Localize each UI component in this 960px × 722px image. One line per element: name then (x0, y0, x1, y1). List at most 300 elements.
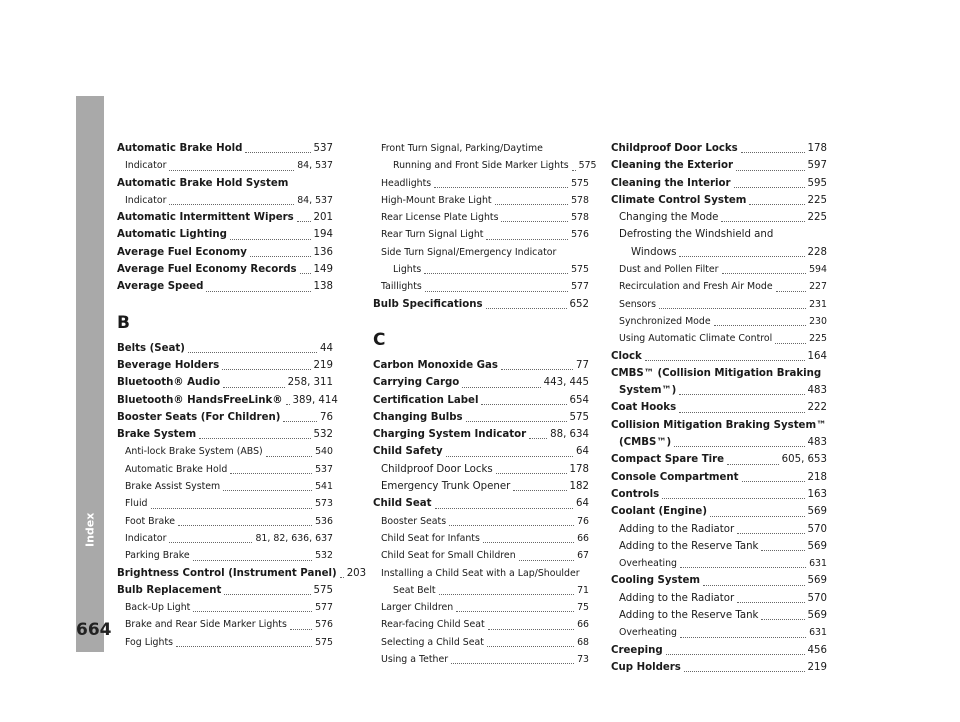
entry-text: Child Seat for Small Children (381, 550, 516, 562)
dot-leader (188, 352, 317, 353)
dot-leader (434, 187, 568, 188)
page-reference[interactable]: 77 (576, 359, 589, 371)
dot-leader (462, 387, 540, 388)
page-reference[interactable]: 575 (315, 636, 333, 648)
index-entry[interactable] (373, 374, 589, 391)
index-subentry[interactable] (611, 313, 827, 330)
page-reference[interactable]: 84, 537 (297, 194, 333, 206)
dot-leader (424, 273, 568, 274)
page-reference[interactable]: 536 (315, 515, 333, 527)
page-reference[interactable]: 631 (809, 627, 827, 639)
index-subentry[interactable] (373, 192, 589, 209)
entry-text: Bluetooth® Audio (117, 377, 221, 389)
dot-leader (737, 602, 804, 603)
entry-text: Bulb Specifications (373, 298, 483, 310)
page-reference[interactable]: 577 (315, 602, 333, 614)
page-reference[interactable]: 219 (313, 359, 333, 371)
page-reference[interactable]: 569 (807, 610, 827, 622)
entry-text: Child Seat (373, 498, 432, 510)
page-reference[interactable]: 218 (807, 471, 827, 483)
page-reference[interactable]: 540 (315, 446, 333, 458)
index-subentry[interactable] (611, 590, 827, 607)
entry-text: Coat Hooks (611, 402, 677, 414)
entry-text: Coolant (Engine) (611, 506, 707, 518)
index-subentry[interactable] (611, 226, 827, 243)
page-reference[interactable]: 577 (571, 281, 589, 293)
index-subentry[interactable] (373, 634, 589, 651)
entry-text: Carbon Monoxide Gas (373, 359, 498, 371)
index-column-c (611, 140, 827, 676)
index-subentry[interactable] (373, 513, 589, 530)
dot-leader (714, 325, 806, 326)
index-entry[interactable] (373, 426, 589, 443)
index-entry[interactable] (117, 565, 367, 582)
dot-leader (703, 585, 805, 586)
entry-text: Automatic Lighting (117, 229, 227, 241)
entry-text: Brake Assist System (125, 481, 221, 493)
index-entry[interactable] (117, 409, 333, 426)
dot-leader (451, 663, 574, 664)
index-subentry[interactable] (373, 461, 589, 478)
index-entry[interactable] (117, 392, 338, 409)
index-entry[interactable] (117, 261, 333, 278)
index-subentry[interactable] (373, 175, 589, 192)
dot-leader (222, 369, 310, 370)
entry-text: Seat Belt (393, 584, 436, 596)
entry-text: Using Automatic Climate Control (619, 333, 773, 345)
entry-text: Rear License Plate Lights (381, 212, 499, 224)
index-subentry[interactable] (611, 607, 827, 624)
index-subentry[interactable] (373, 651, 589, 668)
entry-text: Synchronized Mode (619, 315, 711, 327)
page-reference[interactable]: 569 (807, 540, 827, 552)
page-reference[interactable]: 225 (807, 212, 827, 224)
page-reference[interactable]: 44 (320, 342, 333, 354)
page-reference[interactable]: 138 (313, 281, 333, 293)
dot-leader (266, 456, 312, 457)
dot-leader (775, 343, 806, 344)
dot-leader (727, 464, 779, 465)
entry-text: Cooling System (611, 575, 700, 587)
dot-leader (224, 594, 310, 595)
page-reference[interactable]: 163 (807, 488, 827, 500)
page-reference[interactable]: 225 (807, 194, 827, 206)
page-reference[interactable]: 575 (313, 584, 333, 596)
index-entry[interactable] (611, 382, 827, 399)
page-reference[interactable]: 594 (809, 264, 827, 276)
dot-leader (734, 187, 805, 188)
index-entry[interactable] (117, 140, 333, 157)
page-reference[interactable]: 532 (313, 429, 333, 441)
index-entry[interactable] (611, 503, 827, 520)
index-entry[interactable] (117, 357, 333, 374)
dot-leader (761, 550, 804, 551)
page-reference[interactable]: 575 (578, 160, 597, 172)
page-reference[interactable]: 230 (809, 315, 827, 327)
dot-leader (721, 221, 804, 222)
page-reference[interactable]: 631 (809, 558, 827, 570)
dot-leader (481, 404, 566, 405)
index-subentry[interactable] (611, 278, 827, 295)
index-subentry[interactable] (117, 192, 333, 209)
page-reference[interactable]: 219 (807, 661, 827, 673)
index-subentry[interactable] (117, 495, 333, 512)
page-reference[interactable]: 595 (807, 177, 827, 189)
page-reference[interactable]: 443, 445 (543, 377, 589, 389)
index-entry[interactable] (611, 417, 827, 434)
entry-text: Rear-facing Child Seat (381, 619, 485, 631)
entry-text: Indicator (125, 160, 167, 172)
index-subentry[interactable] (611, 209, 827, 226)
dot-leader (300, 273, 311, 274)
page-reference[interactable]: 64 (576, 498, 589, 510)
entry-text: Climate Control System (611, 194, 747, 206)
dot-leader (466, 421, 567, 422)
index-subentry[interactable] (373, 582, 589, 599)
entry-text: Booster Seats (381, 515, 447, 527)
page-reference[interactable]: 541 (315, 481, 333, 493)
page-reference[interactable]: 570 (807, 523, 827, 535)
page-reference[interactable]: 194 (313, 229, 333, 241)
index-subentry[interactable] (611, 244, 827, 261)
page-reference[interactable]: 573 (315, 498, 333, 510)
page-reference[interactable]: 569 (807, 506, 827, 518)
page-reference[interactable]: 537 (315, 463, 333, 475)
entry-text: Automatic Intermittent Wipers (117, 212, 294, 224)
index-subentry[interactable] (611, 555, 827, 572)
entry-text: Carrying Cargo (373, 377, 460, 389)
page-reference[interactable]: 76 (320, 411, 333, 423)
dot-leader (736, 170, 805, 171)
index-entry[interactable] (611, 157, 827, 174)
dot-leader (206, 291, 310, 292)
index-entry[interactable] (611, 572, 827, 589)
page-reference[interactable]: 228 (807, 246, 827, 258)
dot-leader (169, 170, 294, 171)
index-subentry[interactable] (611, 296, 827, 313)
dot-leader (169, 542, 252, 543)
entry-text: Childproof Door Locks (611, 143, 738, 154)
page-reference[interactable]: 576 (315, 619, 333, 631)
dot-leader (340, 577, 344, 578)
index-subentry[interactable] (373, 547, 589, 564)
entry-text: Console Compartment (611, 471, 739, 483)
index-entry[interactable] (117, 278, 333, 295)
index-subentry[interactable] (373, 599, 589, 616)
dot-leader (666, 654, 805, 655)
index-subentry[interactable] (611, 624, 827, 641)
page-reference[interactable]: 575 (569, 411, 589, 423)
index-entry[interactable] (611, 451, 827, 468)
entry-text: Cup Holders (611, 661, 681, 673)
entry-text: Running and Front Side Marker Lights (393, 160, 569, 172)
entry-text: Dust and Pollen Filter (619, 264, 719, 276)
index-subentry[interactable] (373, 616, 589, 633)
entry-text: Indicator (125, 194, 167, 206)
dot-leader (435, 508, 573, 509)
page-reference[interactable]: 75 (577, 602, 589, 614)
index-subentry[interactable] (117, 599, 333, 616)
index-entry[interactable] (117, 244, 333, 261)
index-subentry[interactable] (373, 261, 589, 278)
index-subentry[interactable] (117, 157, 333, 174)
entry-text: Overheating (619, 558, 678, 570)
dot-leader (286, 404, 290, 405)
entry-text: Bulb Replacement (117, 584, 222, 596)
page-reference[interactable]: 652 (569, 298, 589, 310)
dot-leader (495, 204, 569, 205)
index-entry[interactable] (373, 495, 589, 512)
entry-text: Child Safety (373, 446, 443, 458)
entry-text: Parking Brake (125, 550, 190, 562)
entry-text: Booster Seats (For Children) (117, 411, 281, 423)
dot-leader (741, 152, 805, 153)
index-subentry[interactable] (373, 226, 589, 243)
index-subentry[interactable] (117, 547, 333, 564)
index-entry[interactable] (117, 175, 333, 192)
dot-leader (742, 481, 805, 482)
index-entry[interactable] (611, 140, 827, 157)
page-reference[interactable]: 575 (571, 264, 589, 276)
index-subentry[interactable] (117, 478, 333, 495)
page-reference[interactable]: 258, 311 (287, 377, 333, 389)
page-reference[interactable]: 66 (577, 619, 589, 631)
page-reference[interactable]: 231 (809, 298, 827, 310)
dot-leader (501, 221, 568, 222)
side-tab-label: Index (83, 512, 97, 548)
entry-text: Adding to the Radiator (619, 523, 735, 535)
page-reference[interactable]: 605, 653 (781, 454, 827, 466)
page-reference[interactable]: 537 (313, 143, 333, 154)
page-reference[interactable]: 578 (571, 194, 589, 206)
index-entry[interactable] (611, 434, 827, 451)
page-reference[interactable]: 64 (576, 446, 589, 458)
entry-text: Changing the Mode (619, 212, 719, 224)
page-reference[interactable]: 575 (571, 177, 589, 189)
index-entry[interactable] (611, 399, 827, 416)
entry-text: Overheating (619, 627, 678, 639)
page-reference[interactable]: 81, 82, 636, 637 (255, 532, 333, 544)
dot-leader (710, 516, 805, 517)
entry-text: Child Seat for Infants (381, 532, 480, 544)
dot-leader (169, 204, 294, 205)
page-reference[interactable]: 483 (807, 385, 827, 397)
index-entry[interactable] (611, 175, 827, 192)
dot-leader (290, 629, 312, 630)
page-reference[interactable]: 569 (807, 575, 827, 587)
index-subentry[interactable] (117, 634, 333, 651)
dot-leader (680, 567, 806, 568)
dot-leader (456, 611, 574, 612)
index-entry[interactable] (117, 426, 333, 443)
page-reference[interactable]: 182 (569, 481, 589, 493)
entry-text: Cleaning the Exterior (611, 160, 734, 172)
entry-text: Clock (611, 350, 642, 362)
entry-text: Automatic Brake Hold System (117, 177, 289, 189)
entry-text: Adding to the Reserve Tank (619, 540, 759, 552)
page-reference[interactable]: 149 (313, 264, 333, 276)
index-entry[interactable] (611, 192, 827, 209)
entry-text: Average Fuel Economy Records (117, 264, 297, 276)
page-reference[interactable]: 178 (569, 463, 589, 475)
index-entry[interactable] (373, 392, 589, 409)
index-subentry[interactable] (117, 443, 333, 460)
dot-leader (446, 456, 573, 457)
entry-text: Recirculation and Fresh Air Mode (619, 281, 773, 293)
entry-text: Taillights (381, 281, 422, 293)
index-entry[interactable] (611, 469, 827, 486)
entry-text: Brightness Control (Instrument Panel) (117, 567, 337, 579)
index-entry[interactable] (611, 659, 827, 676)
dot-leader (486, 308, 567, 309)
index-entry[interactable] (611, 486, 827, 503)
page-reference[interactable]: 71 (577, 584, 589, 596)
page-reference[interactable]: 483 (807, 437, 827, 449)
page-reference[interactable]: 222 (807, 402, 827, 414)
index-column-b (373, 140, 597, 668)
index-subentry[interactable] (373, 530, 589, 547)
index-entry[interactable] (117, 340, 333, 357)
entry-text: Collision Mitigation Braking System™ (611, 419, 827, 431)
index-entry[interactable] (611, 642, 827, 659)
index-entry[interactable] (117, 374, 333, 391)
dot-leader (662, 498, 804, 499)
dot-leader (680, 637, 806, 638)
page-reference[interactable]: 576 (571, 229, 589, 241)
page-reference[interactable]: 88, 634 (550, 429, 589, 441)
page-reference[interactable]: 578 (571, 212, 589, 224)
index-entry[interactable] (373, 443, 589, 460)
dot-leader (679, 394, 804, 395)
dot-leader (572, 170, 576, 171)
page-reference[interactable]: 73 (577, 654, 589, 666)
index-entry[interactable] (373, 409, 589, 426)
dot-leader (749, 204, 804, 205)
page-reference[interactable]: 654 (569, 394, 589, 406)
index-subentry[interactable] (373, 157, 597, 174)
dot-leader (659, 308, 806, 309)
index-side-tab (76, 96, 104, 652)
dot-leader (488, 629, 574, 630)
section-letter: B (117, 312, 130, 333)
entry-text: Cleaning the Interior (611, 177, 731, 189)
index-entry[interactable] (373, 357, 589, 374)
entry-text: Average Fuel Economy (117, 246, 247, 258)
index-column-a (117, 140, 367, 651)
entry-text: Lights (393, 264, 422, 276)
index-entry[interactable] (611, 348, 827, 365)
entry-text: Fog Lights (125, 636, 174, 648)
entry-text: Automatic Brake Hold (117, 143, 243, 154)
index-subentry[interactable] (611, 330, 827, 347)
index-subentry[interactable] (373, 565, 589, 582)
dot-leader (193, 611, 312, 612)
index-subentry[interactable] (117, 513, 333, 530)
page-reference[interactable]: 136 (313, 246, 333, 258)
page-reference[interactable]: 76 (577, 515, 589, 527)
dot-leader (684, 671, 805, 672)
page-reference[interactable]: 227 (809, 281, 827, 293)
index-subentry[interactable] (611, 521, 827, 538)
entry-text: Larger Children (381, 602, 454, 614)
page-reference[interactable]: 66 (577, 532, 589, 544)
dot-leader (439, 594, 574, 595)
page-reference[interactable]: 203 (346, 567, 367, 579)
dot-leader (297, 221, 311, 222)
dot-leader (496, 473, 567, 474)
index-subentry[interactable] (611, 538, 827, 555)
page-reference[interactable]: 532 (315, 550, 333, 562)
page-reference[interactable]: 68 (577, 636, 589, 648)
index-subentry[interactable] (117, 616, 333, 633)
dot-leader (513, 490, 566, 491)
index-entry[interactable] (373, 296, 589, 313)
dot-leader (761, 619, 804, 620)
entry-text: High-Mount Brake Light (381, 194, 492, 206)
index-entry[interactable] (611, 365, 827, 382)
index-subentry[interactable] (117, 530, 333, 547)
dot-leader (151, 508, 313, 509)
index-entry[interactable] (117, 226, 333, 243)
dot-leader (250, 256, 311, 257)
dot-leader (486, 239, 568, 240)
entry-text: Indicator (125, 532, 167, 544)
entry-text: Emergency Trunk Opener (381, 481, 511, 493)
page-reference[interactable]: 164 (807, 350, 827, 362)
index-entry[interactable] (117, 582, 333, 599)
entry-text: Automatic Brake Hold (125, 463, 228, 475)
entry-text: Creeping (611, 644, 663, 656)
dot-leader (674, 446, 804, 447)
page-reference[interactable]: 67 (577, 550, 589, 562)
entry-text: Beverage Holders (117, 359, 220, 371)
page-reference[interactable]: 570 (807, 592, 827, 604)
page-reference[interactable]: 201 (313, 212, 333, 224)
page-reference[interactable]: 225 (809, 333, 827, 345)
page-reference[interactable]: 178 (807, 143, 827, 154)
index-subentry[interactable] (117, 461, 333, 478)
page-reference[interactable]: 597 (807, 160, 827, 172)
entry-text: Foot Brake (125, 515, 176, 527)
dot-leader (230, 473, 312, 474)
entry-text: System™) (619, 385, 677, 397)
index-subentry[interactable] (373, 209, 589, 226)
page-reference[interactable]: 389, 414 (292, 394, 338, 406)
entry-text: Installing a Child Seat with a Lap/Shoulder (381, 567, 580, 579)
entry-text: Compact Spare Tire (611, 454, 725, 466)
index-subentry[interactable] (373, 278, 589, 295)
entry-text: Childproof Door Locks (381, 463, 493, 475)
index-subentry[interactable] (611, 261, 827, 278)
entry-text: Side Turn Signal/Emergency Indicator (381, 246, 557, 258)
page-reference[interactable]: 456 (807, 644, 827, 656)
entry-text: (CMBS™) (619, 437, 672, 449)
dot-leader (199, 438, 310, 439)
page-reference[interactable]: 84, 537 (297, 160, 333, 172)
entry-text: Anti-lock Brake System (ABS) (125, 446, 263, 458)
entry-text: Windows (631, 246, 677, 258)
dot-leader (245, 152, 310, 153)
index-subentry[interactable] (373, 140, 589, 157)
index-entry[interactable] (117, 209, 333, 226)
entry-text: Belts (Seat) (117, 342, 185, 354)
dot-leader (501, 369, 573, 370)
index-subentry[interactable] (373, 478, 589, 495)
dot-leader (679, 412, 804, 413)
dot-leader (193, 560, 312, 561)
index-subentry[interactable] (373, 244, 589, 261)
dot-leader (645, 360, 805, 361)
